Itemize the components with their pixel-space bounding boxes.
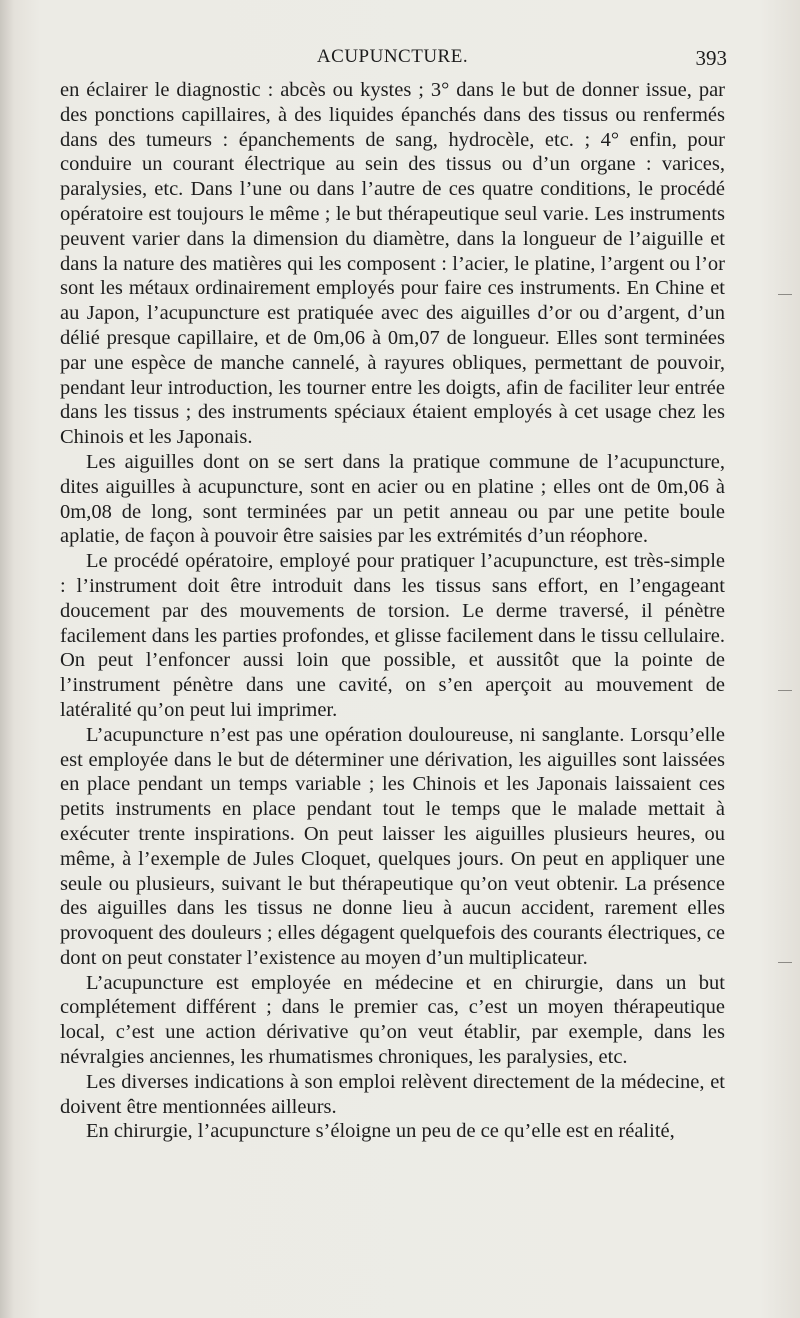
paragraph-4: L’acupuncture n’est pas une opération douloureuse, ni sanglante. Lorsqu’elle est employée dans le but de déterminer une dérivation, les aiguilles sont laissées en place pendant un temps variable ; les Chinois et les Japonais laissaient ces petits instruments en place pendant tout le temps que le malade mettait à exécuter trente inspirations. On peut laisser les aiguilles plusieurs heures, ou même, à l’exemple de Jules Cloquet, quelques jours. On peut en appliquer une seule ou plusieurs, suivant le but thérapeutique qu’on veut obtenir. La présence des aiguilles dans les tissus ne donne lieu à aucun accident, rarement elles provoquent des douleurs ; elles dégagent quelquefois des courants électriques, ce dont on peut constater l’existence au moyen d’un multiplicateur. [60, 723, 725, 969]
paragraph-1: en éclairer le diagnostic : abcès ou kystes ; 3° dans le but de donner issue, par des ponctions capillaires, à des liquides épanchés dans des tissus ou renfermés dans des tumeurs : épanchements de sang, hydrocèle, etc. ; 4° enfin, pour conduire un courant électrique au sein des tissus ou d’un organe : varices, paralysies, etc. Dans l’une ou dans l’autre de ces quatre conditions, le procédé opératoire est toujours le même ; le but thérapeutique seul varie. Les instruments peuvent varier dans la dimension du diamètre, dans la longueur de l’aiguille et dans la nature des matières qui les composent : l’acier, le platine, l’argent ou l’or sont les métaux ordinairement employés pour faire ces instruments. En Chine et au Japon, l’acupuncture est pratiquée avec des aiguilles d’or ou d’argent, d’un délié presque capillaire, et de 0m,06 à 0m,07 de longueur. Elles sont terminées par une espèce de manche cannelé, à rayures obliques, permettant de pouvoir, pendant leur introduction, les tourner entre les doigts, afin de faciliter leur entrée dans les tissus ; des instruments spéciaux étaient employés à cet usage chez les Chinois et les Japonais. [60, 79, 725, 449]
page-number: 393 [695, 46, 727, 70]
paragraph-2: Les aiguilles dont on se sert dans la pratique commune de l’acupuncture, dites aiguilles à acupuncture, sont en acier ou en platine ; elles ont de 0m,06 à 0m,08 de long, sont terminées par un petit anneau ou par une petite boule aplatie, de façon à pouvoir être saisies par les extrémités d’un réophore. [60, 450, 725, 548]
paragraph-6: Les diverses indications à son emploi relèvent directement de la médecine, et doivent être mentionnées ailleurs. [60, 1070, 725, 1118]
paragraph-3: Le procédé opératoire, employé pour pratiquer l’acupuncture, est très-simple : l’instrument doit être introduit dans les tissus sans effort, en l’engageant doucement par des mouvements de torsion. Le derme traversé, il pénètre facilement dans les parties profondes, et glisse facilement dans le tissu cellulaire. On peut l’enfoncer aussi loin que possible, et aussitôt que la pointe de l’instrument pénètre dans une cavité, on s’en aperçoit au mouvement de latéralité qu’on peut lui imprimer. [60, 550, 725, 721]
margin-mark [778, 690, 792, 691]
paragraph-7: En chirurgie, l’acupuncture s’éloigne un peu de ce qu’elle est en réalité, [86, 1120, 675, 1143]
paragraph-5: L’acupuncture est employée en médecine et en chirurgie, dans un but complétement différent ; dans le premier cas, c’est un moyen thérapeutique local, c’est une action dérivative qu’on veut établir, par exemple, dans les névralgies anciennes, les rhumatismes chroniques, les paralysies, etc. [60, 971, 725, 1069]
body-text [60, 78, 725, 1144]
running-title: ACUPUNCTURE. [316, 46, 469, 67]
margin-mark [778, 294, 792, 295]
margin-mark [778, 962, 792, 963]
running-header [60, 44, 725, 74]
